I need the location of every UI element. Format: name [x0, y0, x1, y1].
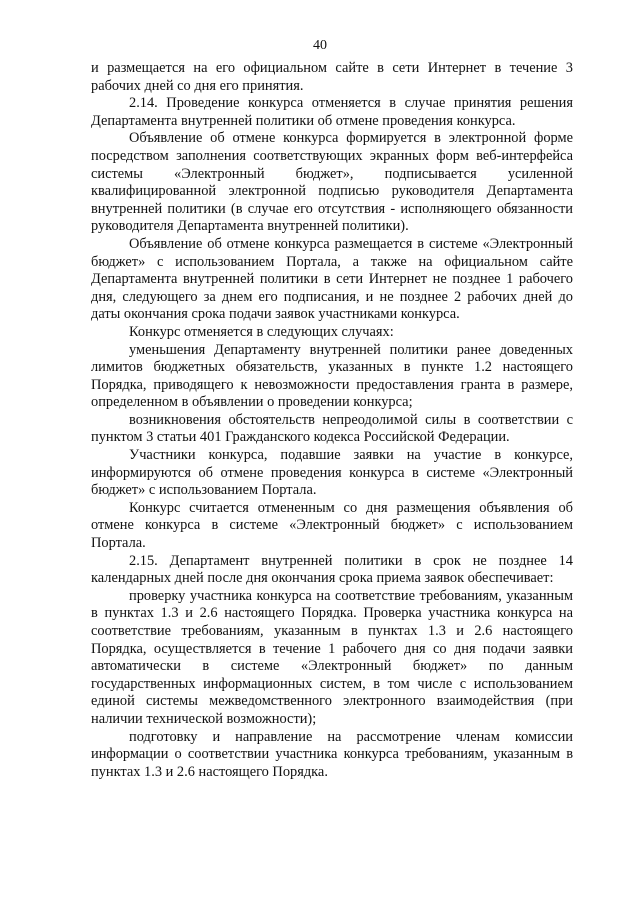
- paragraph-continuation: и размещается на его официальном сайте в сети Интернет в течение 3 рабочих дней со дня его принятия.: [91, 60, 573, 94]
- paragraph-case-budget-reduction: уменьшения Департаменту внутренней политики ранее доведенных лимитов бюджетных обязательств, указанных в пункте 1.2 настоящего Порядка, приводящего к невозможности предоставления гранта в размере, определенном в объявлении о проведении конкурса;: [91, 341, 573, 411]
- paragraph-commission-information: подготовку и направление на рассмотрение членам комиссии информации о соответствии участника конкурса требованиям, указанным в пунктах 1.3 и 2.6 настоящего Порядка.: [91, 728, 573, 780]
- paragraph-participant-check: проверку участника конкурса на соответствие требованиям, указанным в пунктах 1.3 и 2.6 настоящего Порядка. Проверка участника конкурса на соответствие требованиям, указанным в пунктах 1.3 и 2.6 настоящего Порядка, осуществляется в течение 1 рабочего дня со дня подачи заявки автоматически в системе «Электронный бюджет» по данным государственных информационных систем, в том числе с использованием единой системы межведомственного электронного взаимодействия (при наличии технической возможности);: [91, 587, 573, 727]
- page-number: 40: [313, 38, 327, 53]
- paragraph-cancellation-cases: Конкурс отменяется в следующих случаях:: [129, 323, 394, 340]
- paragraph-participants-informed: Участники конкурса, подавшие заявки на участие в конкурсе, информируются об отмене проведения конкурса в системе «Электронный бюджет» с использованием Портала.: [91, 447, 573, 499]
- document-body: [91, 60, 573, 781]
- paragraph-cancellation-notice-placement: Объявление об отмене конкурса размещается в системе «Электронный бюджет» с использованием Портала, а также на официальном сайте Департамента внутренней политики в сети Интернет не позднее 1 рабочего дня, следующего за днем его подписания, и не позднее 2 рабочих дней до даты окончания срока подачи заявок участниками конкурса.: [91, 235, 573, 323]
- paragraph-2-14: 2.14. Проведение конкурса отменяется в случае принятия решения Департамента внутренней политики об отмене проведения конкурса.: [91, 95, 573, 129]
- paragraph-cancellation-effective: Конкурс считается отмененным со дня размещения объявления об отмене конкурса в системе «Электронный бюджет» с использованием Портала.: [91, 499, 573, 552]
- paragraph-case-force-majeure: возникновения обстоятельств непреодолимой силы в соответствии с пунктом 3 статьи 401 Гражданского кодекса Российской Федерации.: [91, 411, 573, 446]
- paragraph-2-15: 2.15. Департамент внутренней политики в срок не позднее 14 календарных дней после дня окончания срока приема заявок обеспечивает:: [91, 552, 573, 587]
- paragraph-cancellation-notice-form: Объявление об отмене конкурса формируется в электронной форме посредством заполнения соответствующих экранных форм веб-интерфейса системы «Электронный бюджет», подписывается усиленной квалифицированной электронной подписью руководителя Департамента внутренней политики (в случае его отсутствия - исполняющего обязанности руководителя Департамента внутренней политики).: [91, 130, 573, 235]
